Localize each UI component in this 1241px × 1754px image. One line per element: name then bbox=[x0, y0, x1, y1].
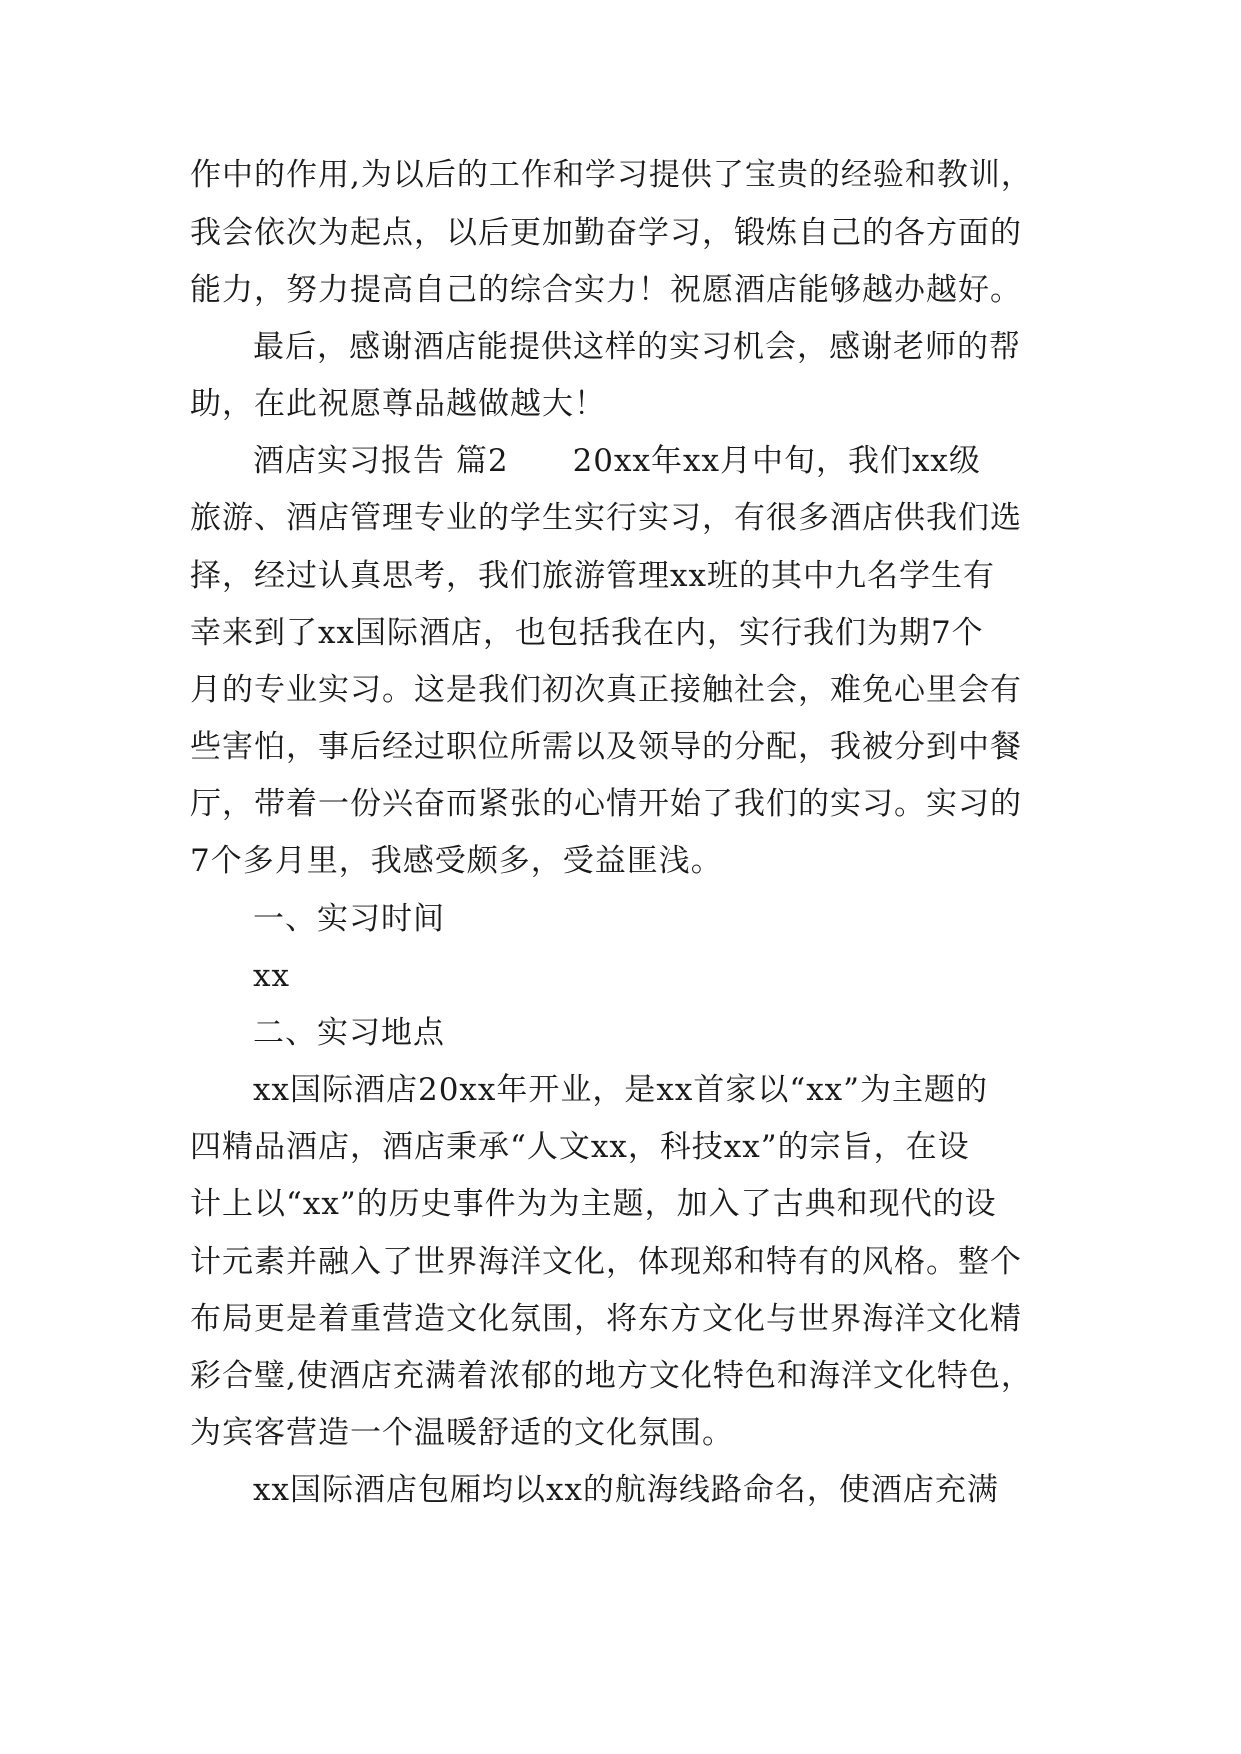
text-line: 厅，带着一份兴奋而紧张的心情开始了我们的实习。实习的 bbox=[190, 786, 1022, 822]
text-line: 择，经过认真思考，我们旅游管理xx班的其中九名学生有 bbox=[190, 558, 995, 594]
text-line: 彩合璧,使酒店充满着浓郁的地方文化特色和海洋文化特色， bbox=[190, 1358, 1033, 1394]
section-heading: 二、实习地点 bbox=[253, 1015, 445, 1051]
text-line: 计上以“xx”的历史事件为为主题，加入了古典和现代的设 bbox=[190, 1186, 997, 1222]
text-line: 7个多月里，我感受颇多，受益匪浅。 bbox=[190, 843, 723, 879]
text-line: xx bbox=[253, 958, 290, 994]
text-line: 为宾客营造一个温暖舒适的文化氛围。 bbox=[190, 1415, 734, 1451]
text-line: 助，在此祝愿尊品越做越大！ bbox=[190, 386, 606, 422]
text-line: xx国际酒店包厢均以xx的航海线路命名，使酒店充满 bbox=[253, 1472, 999, 1508]
section-heading-line: 酒店实习报告 篇2 20xx年xx月中旬，我们xx级 bbox=[253, 443, 981, 479]
text-line: xx国际酒店20xx年开业，是xx首家以“xx”为主题的 bbox=[253, 1072, 989, 1108]
text-line: 最后，感谢酒店能提供这样的实习机会，感谢老师的帮 bbox=[253, 329, 1021, 365]
text-line: 作中的作用,为以后的工作和学习提供了宝贵的经验和教训， bbox=[190, 157, 1033, 193]
text-line: 我会依次为起点，以后更加勤奋学习，锻炼自己的各方面的 bbox=[190, 215, 1022, 251]
text-line: 幸来到了xx国际酒店，也包括我在内，实行我们为期7个 bbox=[190, 615, 984, 651]
text-line: 布局更是着重营造文化氛围，将东方文化与世界海洋文化精 bbox=[190, 1301, 1022, 1337]
text-line: 月的专业实习。这是我们初次真正接触社会，难免心里会有 bbox=[190, 672, 1022, 708]
text-line: 旅游、酒店管理专业的学生实行实习，有很多酒店供我们选 bbox=[190, 500, 1022, 536]
text-line: 计元素并融入了世界海洋文化，体现郑和特有的风格。整个 bbox=[190, 1244, 1022, 1280]
text-line: 些害怕，事后经过职位所需以及领导的分配，我被分到中餐 bbox=[190, 729, 1022, 765]
section-heading: 一、实习时间 bbox=[253, 901, 445, 937]
text-line: 能力，努力提高自己的综合实力！祝愿酒店能够越办越好。 bbox=[190, 272, 1022, 308]
text-line: 四精品酒店，酒店秉承“人文xx，科技xx”的宗旨，在设 bbox=[190, 1129, 970, 1165]
